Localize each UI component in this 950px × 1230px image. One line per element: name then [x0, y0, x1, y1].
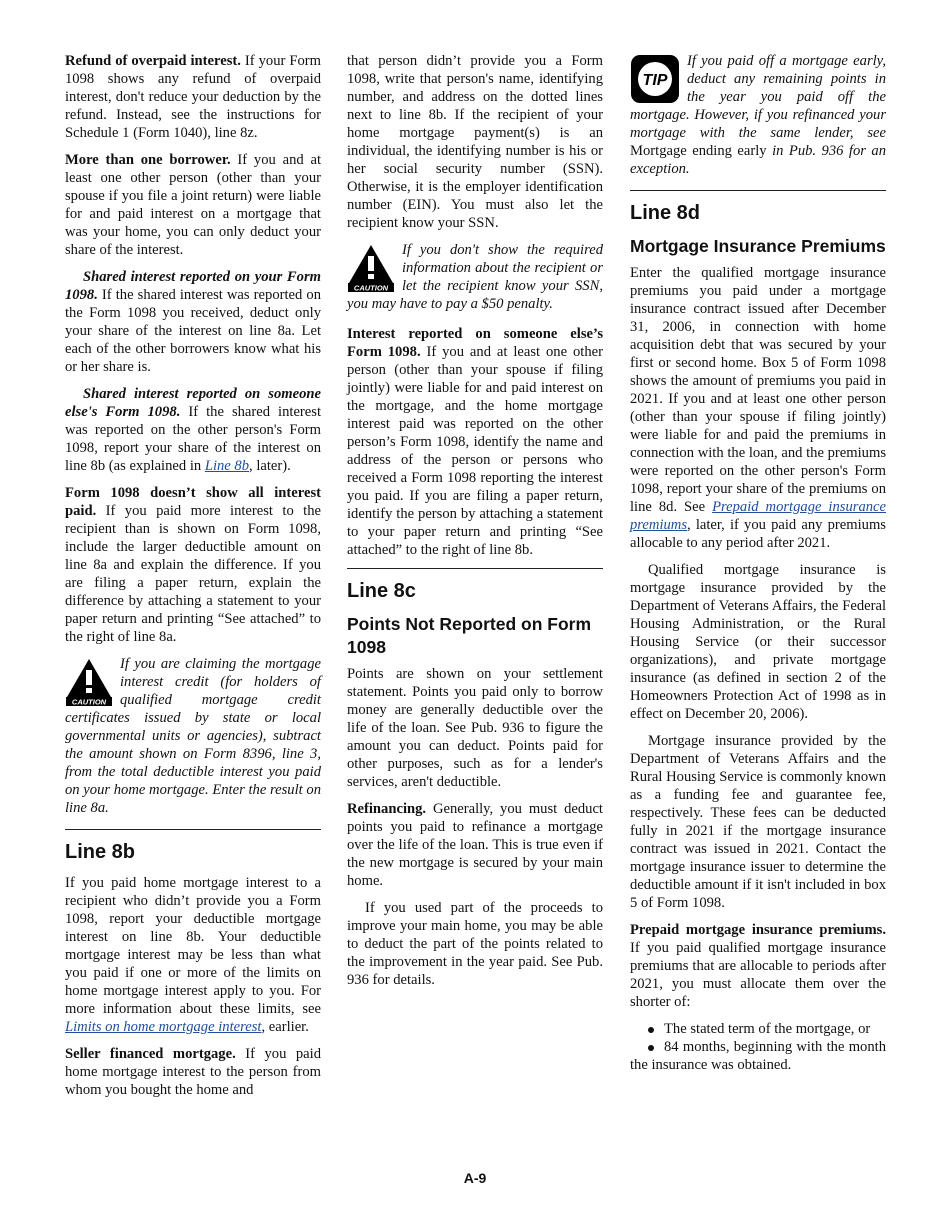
paragraph-va-rhs-insurance: Mortgage insurance provided by the Department of Veterans Affairs and the Rural Housing Service is commonly known as a funding fee and guarantee fee, respectively. These fees can be deducted fully in 2021 if the mortgage insurance contract was issued in 2021. Contact the mortgage insurance issuer to determine the deductible amount if it isn't included in box 5 of Form 1098. — [630, 733, 886, 911]
paragraph-seller-financed-cont: that person didn’t provide you a Form 1098, write that person's name, identifying number, and address on the dotted lines next to line 8b. If the recipient of your home mortgage payment(s) is an individual, the identifying number is his or her social security number (SSN). Otherwise, it is the employer identification number (EIN). You must also let the recipient know your SSN. — [347, 53, 603, 231]
caution-label: CAUTION — [353, 283, 389, 293]
paragraph-more-than-one-borrower: More than one borrower. If you and at least one other person (other than your spouse if you file a joint return) were liable for and paid interest on a mortgage that was your home, you can only deduct your share of the interest. — [65, 152, 321, 258]
tip-label: TIP — [642, 72, 668, 89]
paragraph-shared-interest-yours: Shared interest reported on your Form 1098. If the shared interest was reported on the Form 1098 you received, deduct only your share of the interest on line 8a. Let each of the other borrowers know what his or her share is. — [65, 269, 321, 375]
allocation-list — [630, 1020, 886, 1074]
paragraph-shared-interest-someone-else: Shared interest reported on someone else's Form 1098. If the shared interest was reported on the other person's Form 1098, report your share of the interest on line 8b (as explained in Line 8b, later). — [65, 386, 322, 474]
prepaid-premiums-link[interactable]: Prepaid mortgage insurance premiums — [630, 499, 886, 533]
paragraph-interest-someone-else: Interest reported on someone else’s Form 1098. If you and at least one other person (other than your spouse if filing jointly) were liable for and paid interest on the mortgage, and the home mortgage interest paid was reported on the other person’s Form 1098, identify the name and address of the person or persons who received a Form 1098 reporting the interest you paid. If you are filing a paper return, identify the person by attaching a statement to your paper return and printing “See attached” to the right of line 8b. — [347, 326, 603, 558]
list-item: 84 months, beginning with the month the insurance was obtained. — [630, 1039, 886, 1073]
section-divider — [347, 568, 603, 569]
paragraph-refinancing: Refinancing. Generally, you must deduct points you paid to refinance a mortgage over the life of the loan. This is true even if the new mortgage is secured by your main home. — [347, 801, 603, 889]
subheading-mortgage-insurance: Mortgage Insurance Premiums — [630, 236, 886, 256]
paragraph-seller-financed: Seller financed mortgage. If you paid home mortgage interest to the person from whom you bought the home and — [65, 1046, 321, 1098]
paragraph-improve-home: If you used part of the proceeds to improve your main home, you may be able to deduct the part of the points related to the improvement in the year paid. See Pub. 936 for details. — [347, 900, 603, 988]
column-3 — [630, 52, 886, 1074]
paragraph-mortgage-insurance: Enter the qualified mortgage insurance premiums you paid under a mortgage insurance contract issued after December 31, 2006, in connection with home acquisition debt that was secured by your first or second home. Box 5 of Form 1098 shows the amount of premiums you paid in 2021. If you and at least one other person (other than your spouse if filing jointly) were liable for and paid the premiums in connection with the loan, and the premiums were reported on the other person's Form 1098, report your share of the premiums on line 8d. See Prepaid mortgage insurance premiums, later, if you paid any premiums allocable to any period after 2021. — [630, 265, 886, 551]
paragraph-qualified-insurance: Qualified mortgage insurance is mortgage insurance provided by the Department of Veterans Affairs, the Federal Housing Administration, or the Rural Housing Service (or their successor organizations), and private mortgage insurance (as defined in section 2 of the Homeowners Protection Act of 1998 as in effect on December 20, 2006). — [630, 562, 886, 722]
list-item: The stated term of the mortgage, or — [630, 1020, 886, 1038]
bullet-icon — [648, 1045, 654, 1051]
subheading-points-not-reported: Points Not Reported on Form 1098 — [347, 614, 592, 657]
section-divider — [630, 190, 886, 191]
paragraph-line-8b: If you paid home mortgage interest to a recipient who didn’t provide you a Form 1098, report your deductible mortgage interest on line 8b. Your deductible mortgage interest may be less than what you paid if one or more of the limits on home mortgage interest apply to you. For more information about these limits, see Limits on home mortgage interest, earlier. — [65, 875, 321, 1035]
column-2 — [347, 52, 603, 998]
page-number: A-9 — [463, 1170, 487, 1186]
caution-note-mortgage-credit: CAUTION If you are claiming the mortgage interest credit (for holders of qualified mortgage credit certificates issued by state or local governmental units or agencies), subtract the amount shown on Form 8396, line 3, from the total deductible interest you paid on your home mortgage. Enter the result on line 8a. — [65, 656, 321, 816]
bullet-icon — [648, 1027, 654, 1033]
caution-icon — [65, 657, 113, 707]
caution-note-penalty: CAUTION If you don't show the required information about the recipient or let the recipient know your SSN, you may have to pay a $50 penalty. — [347, 242, 603, 312]
paragraph-refund-overpaid: Refund of overpaid interest. If your Form 1098 shows any refund of overpaid interest, don't reduce your deduction by the refund. Instead, see the instructions for Schedule 1 (Form 1040), line 8z. — [65, 53, 321, 141]
limits-home-mortgage-interest-link[interactable]: Limits on home mortgage interest — [65, 1019, 262, 1035]
caution-label: CAUTION — [71, 697, 107, 707]
paragraph-form-1098-not-all: Form 1098 doesn’t show all interest paid. If you paid more interest to the recipient than is shown on Form 1098, include the larger deductible amount on line 8a and explain the difference. If you are filing a paper return, explain the difference by attaching a statement to your paper return and printing “See attached” to the right of line 8a. — [65, 485, 321, 645]
paragraph-points: Points are shown on your settlement statement. Points you paid only to borrow money are generally deductible over the life of the loan. See Pub. 936 to figure the amount you can deduct. Points paid for other purposes, such as for a lender's services, aren't deductible. — [347, 666, 603, 790]
tip-icon — [630, 54, 680, 104]
heading-line-8c: Line 8c — [347, 580, 416, 602]
column-1 — [65, 52, 321, 1108]
line-8b-link[interactable]: Line 8b — [204, 458, 250, 474]
caution-icon — [347, 243, 395, 293]
paragraph-prepaid-premiums: Prepaid mortgage insurance premiums. If you paid qualified mortgage insurance premiums that are allocable to periods after 2021, you must allocate them over the shorter of: — [630, 922, 886, 1010]
tip-note-paid-off-early: TIP If you paid off a mortgage early, deduct any remaining points in the year you paid off the mortgage. However, if you refinanced your mortgage with the same lender, see Mortgage ending early in Pub. 936 for an exception. — [630, 53, 887, 177]
section-divider — [65, 829, 321, 830]
heading-line-8d: Line 8d — [630, 202, 701, 224]
heading-line-8b: Line 8b — [65, 841, 136, 863]
